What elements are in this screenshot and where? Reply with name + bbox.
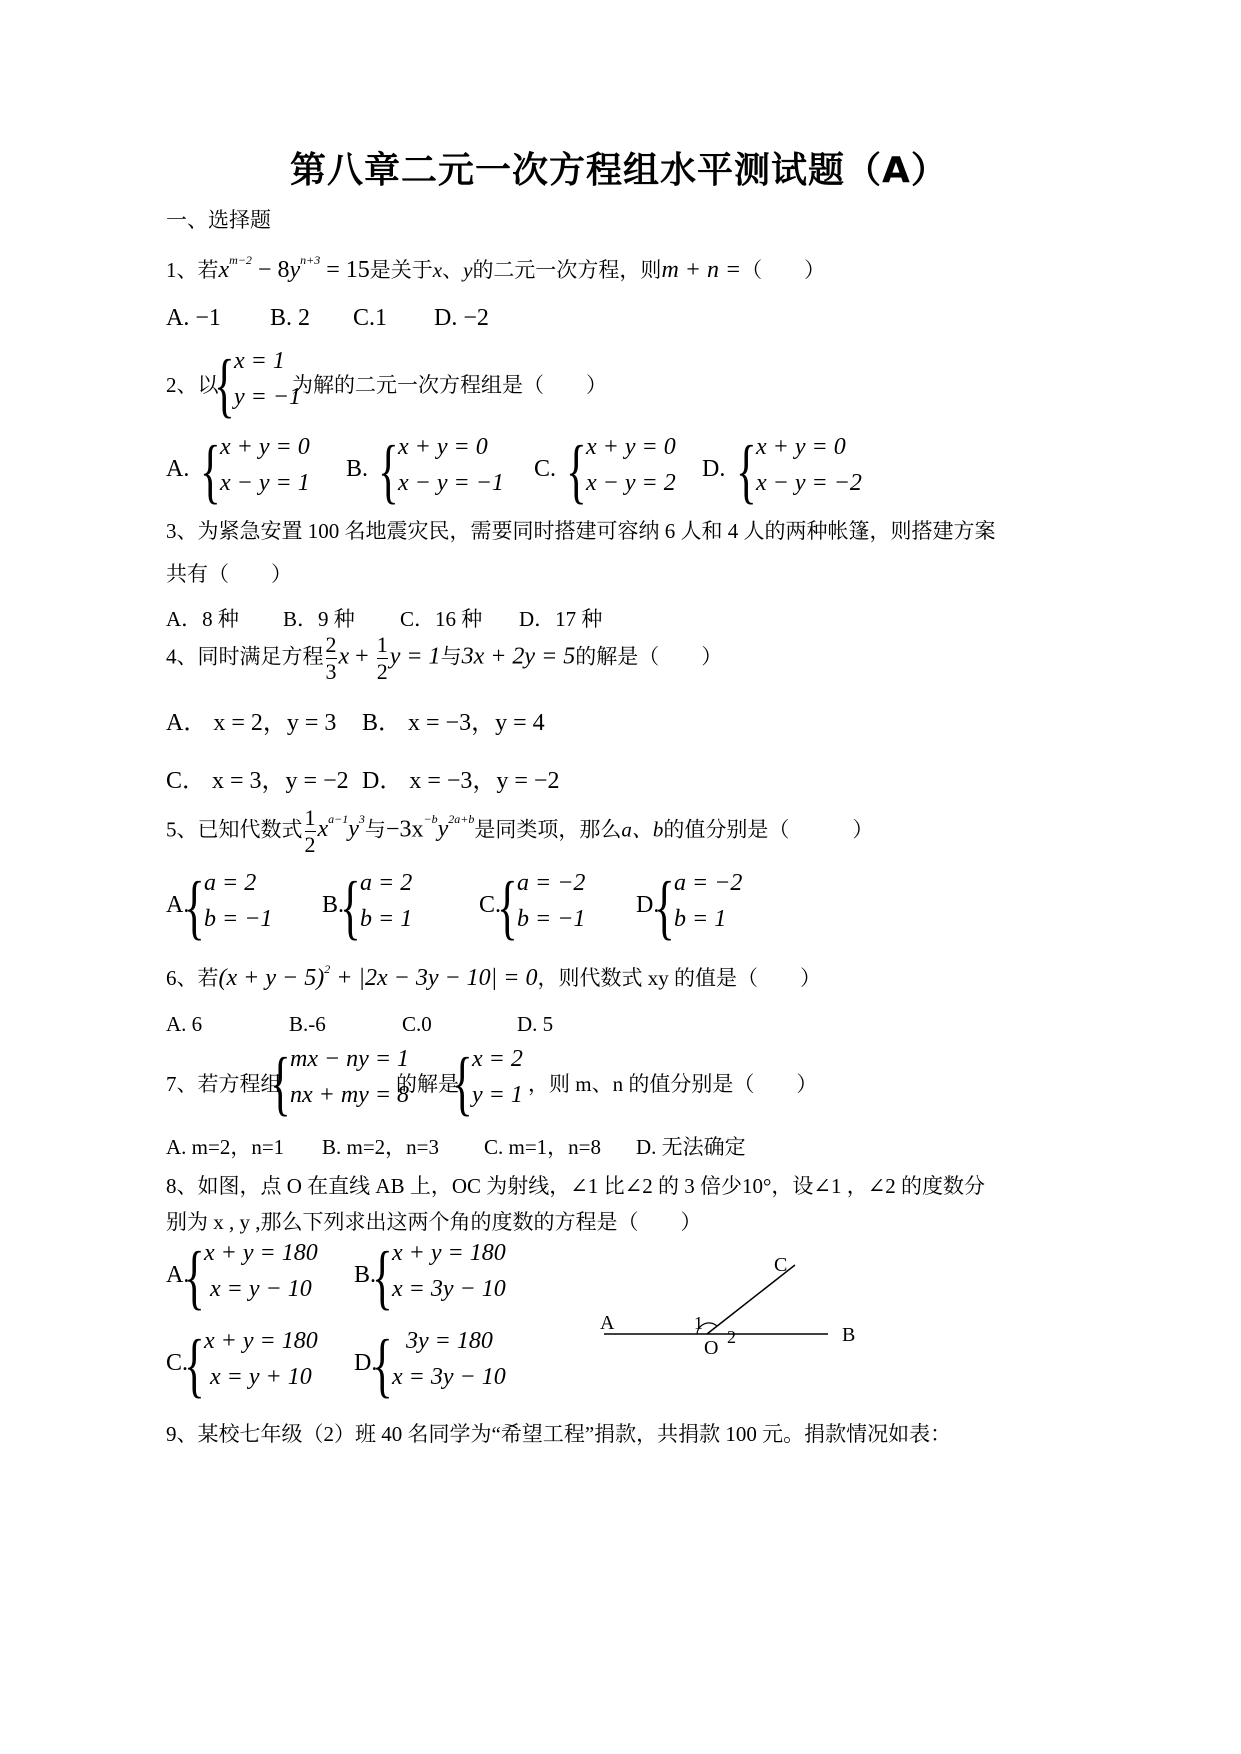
q7-system-line1: mx − ny = 1 bbox=[290, 1046, 410, 1072]
question-9: 9、某校七年级（2）班 40 名同学为“希望工程”捐款，共捐款 100 元。捐款情况如表： bbox=[166, 1422, 952, 1446]
brace-icon: { bbox=[200, 431, 221, 511]
q6-tail: ，则代数式 xy 的值是（ ） bbox=[537, 966, 821, 990]
q4-option-b: B． x = −3，y = 4 bbox=[362, 710, 545, 736]
q3-option-d: D．17 种 bbox=[519, 607, 603, 631]
q1-paren: （ ） bbox=[741, 258, 826, 282]
q2-b-line2: x − y = −1 bbox=[398, 470, 504, 496]
brace-icon: { bbox=[184, 1237, 205, 1317]
q7-option-b: B. m=2，n=3 bbox=[322, 1135, 440, 1159]
label-angle-2: 2 bbox=[727, 1327, 736, 1347]
q4-eq2: 3x + 2y = 5 bbox=[461, 643, 576, 670]
q1-prefix: 1、若 bbox=[166, 258, 219, 282]
q5-b-line2: b = 1 bbox=[360, 906, 413, 932]
q4-mid: 与 bbox=[440, 644, 462, 669]
brace-icon: { bbox=[270, 1043, 291, 1123]
q5-prefix: 5、已知代数式 bbox=[166, 817, 303, 842]
q3-option-a: A．8 种 bbox=[166, 607, 239, 631]
q1-eq-tail: = 15 bbox=[320, 257, 370, 283]
q8-c-line2: x = y + 10 bbox=[210, 1364, 312, 1390]
q8-option-a-label: A. bbox=[166, 1262, 190, 1288]
brace-icon: { bbox=[184, 867, 205, 947]
q7-option-d: D. 无法确定 bbox=[636, 1135, 746, 1159]
q6-expr2: + |2x − 3y − 10| = 0 bbox=[330, 965, 538, 991]
q8-option-c-label: C. bbox=[166, 1350, 189, 1376]
q2-option-d-label: D. bbox=[702, 456, 726, 482]
q6-option-d: D. 5 bbox=[517, 1012, 554, 1036]
q6-exp: 2 bbox=[324, 962, 331, 976]
q4-option-d: D． x = −3，y = −2 bbox=[362, 768, 560, 794]
q1-mid: 是关于 bbox=[369, 258, 433, 282]
q5-f-den: 2 bbox=[304, 832, 316, 857]
q1-x: x bbox=[432, 258, 443, 282]
brace-icon: { bbox=[736, 431, 757, 511]
q5-b-line1: a = 2 bbox=[360, 870, 413, 896]
q4-f1-num: 2 bbox=[325, 632, 337, 657]
q3-option-b: B．9 种 bbox=[283, 607, 355, 631]
q4-option-c: C． x = 3，y = −2 bbox=[166, 768, 349, 794]
q1-sep: 、 bbox=[442, 258, 464, 282]
question-5: 5、已知代数式 $\frac{1}{2}$ $x^{a-1}y^3$与$-3x^{-b}y^{2a+b}$是同类项，那么a、b的值分别是（ ） bbox=[166, 805, 874, 857]
brace-icon: { bbox=[340, 867, 361, 947]
q5-mid: 与 bbox=[364, 817, 386, 842]
q4-fraction-2 bbox=[377, 632, 388, 685]
q1-tail: 的二元一次方程，则 bbox=[472, 258, 662, 282]
q3-option-c: C．16 种 bbox=[400, 607, 483, 631]
q1-mn: m + n = bbox=[661, 257, 742, 283]
q5-fraction bbox=[305, 805, 316, 858]
q2-c-line2: x − y = 2 bbox=[586, 470, 676, 496]
q5-option-d-label: D. bbox=[636, 892, 660, 918]
q2-c-line1: x + y = 0 bbox=[586, 434, 676, 460]
label-o: O bbox=[704, 1337, 719, 1359]
q7-solution-line2: y = 1 bbox=[472, 1082, 523, 1108]
q5-term2: −3x bbox=[385, 816, 424, 843]
q8-c-line1: x + y = 180 bbox=[204, 1328, 318, 1354]
q8-d-line2: x = 3y − 10 bbox=[392, 1364, 506, 1390]
q8-line2: 别为 x , y ,那么下列求出这两个角的度数的方程是（ ） bbox=[166, 1210, 702, 1234]
q8-option-d-label: D. bbox=[354, 1350, 378, 1376]
q1-y: y bbox=[463, 258, 473, 282]
q2-d-line1: x + y = 0 bbox=[756, 434, 846, 460]
q5-a-line2: b = −1 bbox=[204, 906, 273, 932]
q2-system-line1: x = 1 bbox=[234, 348, 285, 374]
q2-option-a-label: A. bbox=[166, 456, 190, 482]
angle-figure bbox=[580, 1245, 880, 1365]
q5-ab: a、b bbox=[621, 817, 664, 842]
q7-solution-line1: x = 2 bbox=[472, 1046, 523, 1072]
q4-tail: 的解是（ ） bbox=[575, 644, 723, 669]
brace-icon: { bbox=[566, 431, 587, 511]
question-4: 4、同时满足方程 $\frac{2}{3}$ x + $\frac{1}{2}$ y = 1与3x + 2y = 5的解是（ ） bbox=[166, 632, 723, 684]
q4-f2-num: 1 bbox=[376, 632, 388, 657]
q6-option-b: B.-6 bbox=[289, 1012, 326, 1036]
q3-line2: 共有（ ） bbox=[166, 562, 292, 586]
q2-b-line1: x + y = 0 bbox=[398, 434, 488, 460]
label-angle-1: 1 bbox=[694, 1313, 703, 1333]
q1-option-a: A. −1 bbox=[166, 305, 221, 331]
brace-icon: { bbox=[372, 1325, 393, 1405]
section-heading: 一、选择题 bbox=[166, 208, 271, 232]
q2-d-line2: x − y = −2 bbox=[756, 470, 862, 496]
q8-a-line1: x + y = 180 bbox=[204, 1240, 318, 1266]
q5-option-c-label: C. bbox=[479, 892, 502, 918]
q7-option-a: A. m=2，n=1 bbox=[166, 1135, 285, 1159]
label-c: C bbox=[774, 1254, 788, 1276]
brace-icon: { bbox=[378, 431, 399, 511]
q1-option-b: B. 2 bbox=[270, 305, 311, 331]
q8-line1: 8、如图，点 O 在直线 AB 上，OC 为射线，∠1 比∠2 的 3 倍少10°，设∠1 ，∠2 的度数分 bbox=[166, 1174, 986, 1198]
q3-line1: 3、为紧急安置 100 名地震灾民，需要同时搭建可容纳 6 人和 4 人的两种帐篷，则搭建方案 bbox=[166, 519, 996, 543]
q8-b-line1: x + y = 180 bbox=[392, 1240, 506, 1266]
question-1: 1、若$x^{m-2} - 8y^{n+3} = 15$是关于x、y的二元一次方程，则m + n =（ ） bbox=[166, 253, 826, 283]
q4-f2-den: 2 bbox=[376, 659, 388, 684]
q5-d-line2: b = 1 bbox=[674, 906, 727, 932]
q7-mid: 的解是 bbox=[396, 1072, 459, 1096]
q2-tail: 为解的二元一次方程组是（ ） bbox=[292, 373, 607, 397]
question-6 bbox=[166, 962, 821, 992]
q1-option-c: C.1 bbox=[353, 305, 388, 331]
brace-icon: { bbox=[214, 345, 235, 425]
q5-tail2: 的值分别是（ ） bbox=[663, 817, 874, 842]
brace-icon: { bbox=[372, 1237, 393, 1317]
q6-option-c: C.0 bbox=[402, 1012, 432, 1036]
q4-f1-den: 3 bbox=[325, 659, 337, 684]
q5-f-num: 1 bbox=[304, 805, 316, 830]
q2-a-line2: x − y = 1 bbox=[220, 470, 310, 496]
q8-b-line2: x = 3y − 10 bbox=[392, 1276, 506, 1302]
page-title: 第八章二元一次方程组水平测试题（A） bbox=[290, 150, 948, 191]
q5-option-a-label: A. bbox=[166, 892, 190, 918]
q6-option-a: A. 6 bbox=[166, 1012, 203, 1036]
q5-a-line1: a = 2 bbox=[204, 870, 257, 896]
q4-eq1-tail: y = 1 bbox=[389, 643, 441, 670]
q7-tail: ，则 m、n 的值分别是（ ） bbox=[528, 1072, 818, 1096]
q7-prefix: 7、若方程组 bbox=[166, 1072, 282, 1096]
q5-d-line1: a = −2 bbox=[674, 870, 743, 896]
q7-system-line2: nx + my = 8 bbox=[290, 1082, 410, 1108]
q7-option-c: C. m=1，n=8 bbox=[484, 1135, 602, 1159]
label-b: B bbox=[842, 1324, 856, 1346]
q8-option-b-label: B. bbox=[354, 1262, 377, 1288]
q8-a-line2: x = y − 10 bbox=[210, 1276, 312, 1302]
q2-prefix: 2、以 bbox=[166, 373, 219, 397]
brace-icon: { bbox=[452, 1043, 473, 1123]
q4-option-a: A． x = 2，y = 3 bbox=[166, 710, 337, 736]
q2-option-c-label: C. bbox=[534, 456, 557, 482]
brace-icon: { bbox=[184, 1325, 205, 1405]
q4-prefix: 4、同时满足方程 bbox=[166, 644, 324, 669]
q6-expr: (x + y − 5) bbox=[218, 965, 325, 991]
q5-c-line1: a = −2 bbox=[517, 870, 586, 896]
brace-icon: { bbox=[497, 867, 518, 947]
q6-prefix: 6、若 bbox=[166, 966, 219, 990]
q2-option-b-label: B. bbox=[346, 456, 369, 482]
q4-fraction-1 bbox=[326, 632, 337, 685]
q1-option-d: D. −2 bbox=[434, 305, 489, 331]
label-a: A bbox=[600, 1312, 615, 1334]
q2-a-line1: x + y = 0 bbox=[220, 434, 310, 460]
q5-tail: 是同类项，那么 bbox=[474, 817, 622, 842]
brace-icon: { bbox=[654, 867, 675, 947]
q5-c-line2: b = −1 bbox=[517, 906, 586, 932]
q8-d-line1: 3y = 180 bbox=[406, 1328, 493, 1354]
q2-system-line2: y = −1 bbox=[234, 384, 302, 410]
q5-option-b-label: B. bbox=[322, 892, 345, 918]
